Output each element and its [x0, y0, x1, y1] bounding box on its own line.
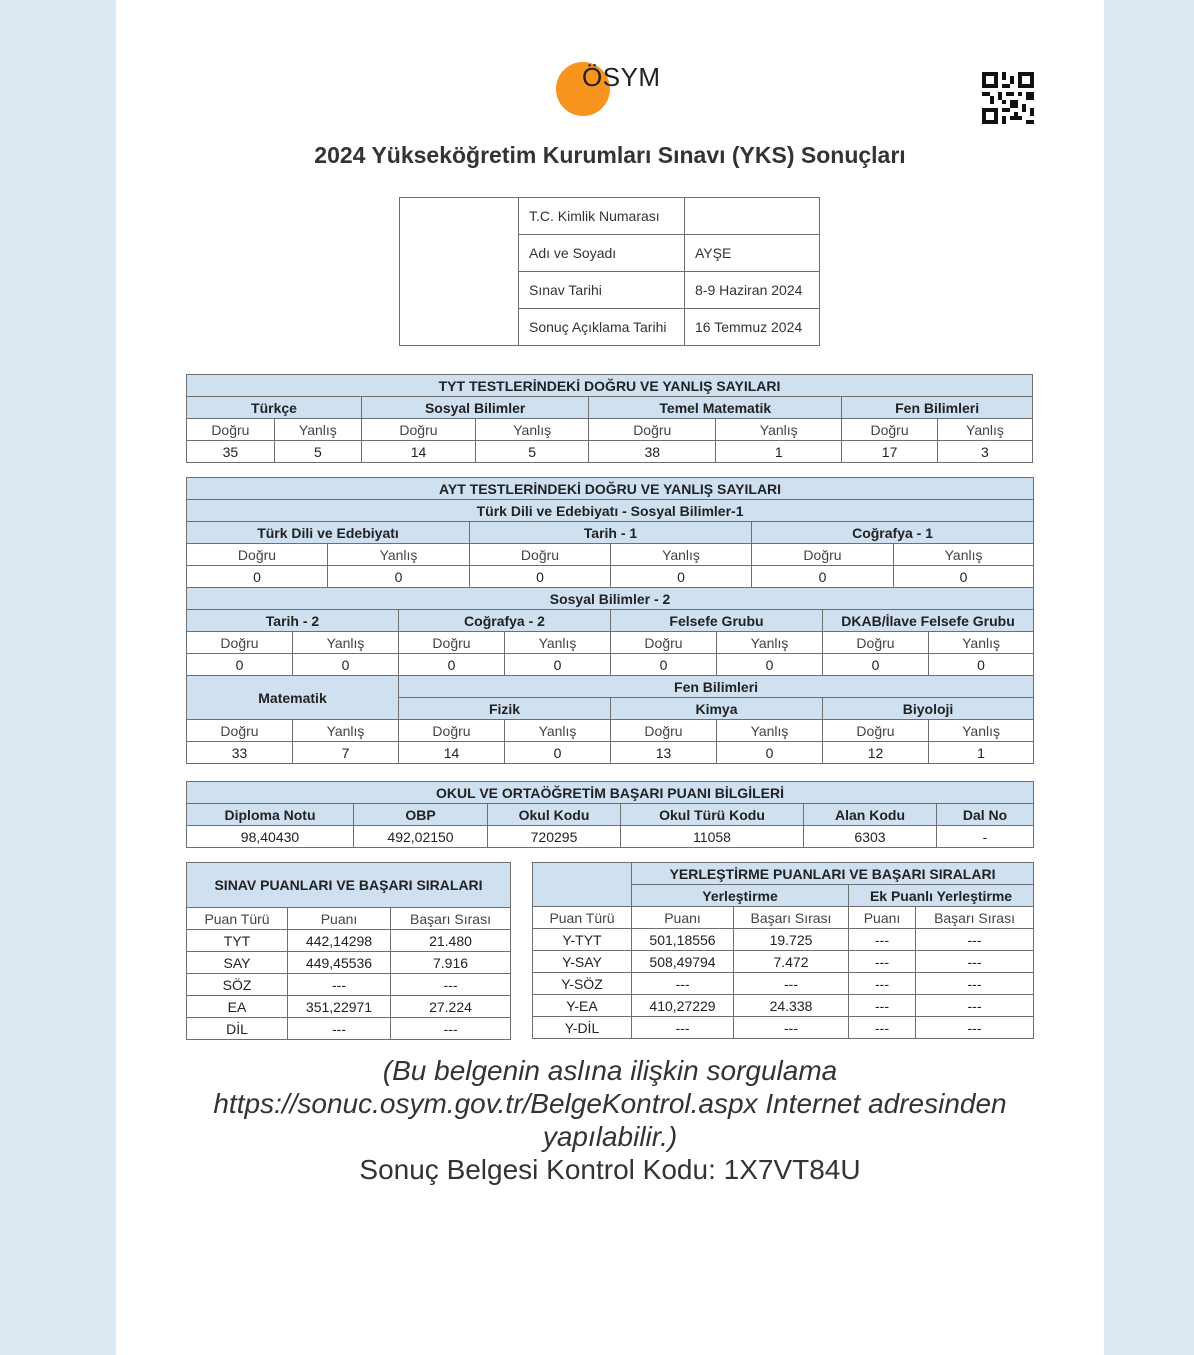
yerlestirme-table	[532, 862, 1034, 1039]
column-header: Puan Türü	[187, 908, 288, 930]
yanlis-label: Yanlış	[716, 419, 842, 441]
yanlis-value: 0	[505, 742, 611, 764]
dogru-value: 0	[187, 654, 293, 676]
dogru-label: Doğru	[752, 544, 894, 566]
dogru-value: 17	[842, 441, 938, 463]
sinav-table	[186, 862, 511, 1040]
puan-turu: SAY	[187, 952, 288, 974]
puan: 501,18556	[632, 929, 734, 951]
yanlis-value: 0	[717, 742, 823, 764]
dogru-value: 0	[752, 566, 894, 588]
table-row	[187, 974, 511, 996]
basari-sirasi: 21.480	[391, 930, 511, 952]
column-header: Puanı	[849, 907, 916, 929]
ek-basari-sirasi: ---	[916, 973, 1034, 995]
ayt-table	[186, 477, 1034, 764]
yanlis-label: Yanlış	[717, 632, 823, 654]
dogru-label: Doğru	[187, 544, 328, 566]
photo-area	[400, 198, 519, 346]
yanlis-label: Yanlış	[476, 419, 589, 441]
yanlis-value: 7	[293, 742, 399, 764]
empty-header	[533, 863, 632, 907]
ayt-section-header: Türk Dili ve Edebiyatı - Sosyal Bilimler-1	[187, 500, 1034, 522]
basari-sirasi: 7.916	[391, 952, 511, 974]
ek-puan: ---	[849, 995, 916, 1017]
okul-value: 492,02150	[354, 826, 488, 848]
ayt-section-header: Fen Bilimleri	[399, 676, 1034, 698]
subject-header: Matematik	[187, 676, 399, 720]
puan: 508,49794	[632, 951, 734, 973]
identity-label: T.C. Kimlik Numarası	[519, 198, 685, 235]
dogru-value: 14	[399, 742, 505, 764]
dogru-label: Doğru	[187, 632, 293, 654]
puan: ---	[632, 1017, 734, 1039]
yanlis-value: 0	[929, 654, 1034, 676]
yanlis-label: Yanlış	[717, 720, 823, 742]
dogru-value: 12	[823, 742, 929, 764]
osym-logo	[554, 58, 674, 120]
identity-label: Adı ve Soyadı	[519, 235, 685, 272]
basari-sirasi: 24.338	[734, 995, 849, 1017]
subject-header: Sosyal Bilimler	[361, 397, 588, 419]
yanlis-label: Yanlış	[505, 720, 611, 742]
puan: ---	[632, 973, 734, 995]
ek-basari-sirasi: ---	[916, 995, 1034, 1017]
subject-header: Türk Dili ve Edebiyatı	[187, 522, 470, 544]
dogru-value: 14	[361, 441, 475, 463]
subject-header: Coğrafya - 1	[752, 522, 1034, 544]
puan-turu: Y-EA	[533, 995, 632, 1017]
table-row	[187, 952, 511, 974]
puan-turu: TYT	[187, 930, 288, 952]
column-header: Puan Türü	[533, 907, 632, 929]
subject-header: Temel Matematik	[589, 397, 842, 419]
yanlis-value: 1	[929, 742, 1034, 764]
dogru-label: Doğru	[399, 632, 505, 654]
table-row	[187, 930, 511, 952]
identity-label: Sonuç Açıklama Tarihi	[519, 309, 685, 346]
subject-header: Felsefe Grubu	[611, 610, 823, 632]
yanlis-value: 0	[328, 566, 470, 588]
dogru-value: 33	[187, 742, 293, 764]
okul-header: Okul Kodu	[488, 804, 621, 826]
dogru-label: Doğru	[187, 720, 293, 742]
qr-code-icon	[982, 72, 1034, 124]
dogru-label: Doğru	[611, 632, 717, 654]
tyt-title: TYT TESTLERİNDEKİ DOĞRU VE YANLIŞ SAYILARI	[187, 375, 1033, 397]
subject-header: Tarih - 1	[470, 522, 752, 544]
basari-sirasi: ---	[391, 974, 511, 996]
puan-turu: Y-DİL	[533, 1017, 632, 1039]
okul-title: OKUL VE ORTAÖĞRETİM BAŞARI PUANI BİLGİLERİ	[187, 782, 1034, 804]
subject-header: Tarih - 2	[187, 610, 399, 632]
ek-puan: ---	[849, 973, 916, 995]
yanlis-value: 5	[476, 441, 589, 463]
puan: ---	[288, 1018, 391, 1040]
identity-value: 8-9 Haziran 2024	[685, 272, 820, 309]
identity-value: 16 Temmuz 2024	[685, 309, 820, 346]
puan: ---	[288, 974, 391, 996]
subject-header: Fen Bilimleri	[842, 397, 1033, 419]
okul-header: Okul Türü Kodu	[621, 804, 804, 826]
puan-turu: Y-SÖZ	[533, 973, 632, 995]
okul-table	[186, 781, 1034, 848]
yanlis-value: 0	[611, 566, 752, 588]
table-row	[187, 996, 511, 1018]
yanlis-value: 5	[274, 441, 361, 463]
subject-header: Kimya	[611, 698, 823, 720]
yanlis-value: 0	[894, 566, 1034, 588]
yanlis-label: Yanlış	[505, 632, 611, 654]
puan: 449,45536	[288, 952, 391, 974]
verification-note	[116, 1054, 1104, 1186]
ek-puan: ---	[849, 929, 916, 951]
ayt-title: AYT TESTLERİNDEKİ DOĞRU VE YANLIŞ SAYILARI	[187, 478, 1034, 500]
dogru-label: Doğru	[399, 720, 505, 742]
tyt-table	[186, 374, 1033, 463]
yanlis-value: 3	[937, 441, 1032, 463]
okul-header: Dal No	[937, 804, 1034, 826]
puan-turu: Y-SAY	[533, 951, 632, 973]
basari-sirasi: ---	[734, 973, 849, 995]
puan-turu: EA	[187, 996, 288, 1018]
basari-sirasi: 27.224	[391, 996, 511, 1018]
subject-header: Fizik	[399, 698, 611, 720]
table-row	[533, 973, 1034, 995]
okul-value: 98,40430	[187, 826, 354, 848]
ek-basari-sirasi: ---	[916, 929, 1034, 951]
okul-value: 6303	[804, 826, 937, 848]
table-row	[187, 1018, 511, 1040]
puan: 410,27229	[632, 995, 734, 1017]
dogru-label: Doğru	[361, 419, 475, 441]
basari-sirasi: ---	[734, 1017, 849, 1039]
group-header: Ek Puanlı Yerleştirme	[849, 885, 1034, 907]
yerlestirme-title: YERLEŞTİRME PUANLARI VE BAŞARI SIRALARI	[632, 863, 1034, 885]
identity-table	[399, 197, 820, 346]
dogru-label: Doğru	[842, 419, 938, 441]
okul-header: Diploma Notu	[187, 804, 354, 826]
page-title: 2024 Yükseköğretim Kurumları Sınavı (YKS) Sonuçları	[314, 142, 906, 168]
dogru-value: 0	[187, 566, 328, 588]
control-code: Sonuç Belgesi Kontrol Kodu: 1X7VT84U	[359, 1154, 861, 1185]
okul-header: Alan Kodu	[804, 804, 937, 826]
dogru-label: Doğru	[823, 720, 929, 742]
yanlis-value: 0	[293, 654, 399, 676]
yanlis-label: Yanlış	[929, 632, 1034, 654]
dogru-value: 38	[589, 441, 716, 463]
ayt-section-header: Sosyal Bilimler - 2	[187, 588, 1034, 610]
footer-line: yapılabilir.)	[542, 1121, 678, 1152]
dogru-value: 13	[611, 742, 717, 764]
dogru-label: Doğru	[589, 419, 716, 441]
table-row	[533, 929, 1034, 951]
okul-value: -	[937, 826, 1034, 848]
dogru-label: Doğru	[823, 632, 929, 654]
okul-value: 11058	[621, 826, 804, 848]
yanlis-label: Yanlış	[293, 632, 399, 654]
result-document	[116, 0, 1104, 1355]
logo-text: ÖSYM	[582, 62, 661, 92]
yanlis-label: Yanlış	[929, 720, 1034, 742]
yanlis-value: 0	[717, 654, 823, 676]
table-row	[533, 951, 1034, 973]
basari-sirasi: ---	[391, 1018, 511, 1040]
identity-label: Sınav Tarihi	[519, 272, 685, 309]
table-row	[533, 1017, 1034, 1039]
dogru-value: 0	[399, 654, 505, 676]
subject-header: Biyoloji	[823, 698, 1034, 720]
identity-value	[685, 198, 820, 235]
puan: 442,14298	[288, 930, 391, 952]
okul-value: 720295	[488, 826, 621, 848]
yanlis-value: 0	[505, 654, 611, 676]
table-row	[533, 995, 1034, 1017]
ek-puan: ---	[849, 1017, 916, 1039]
puan-turu: SÖZ	[187, 974, 288, 996]
ek-puan: ---	[849, 951, 916, 973]
dogru-value: 0	[611, 654, 717, 676]
subject-header: Coğrafya - 2	[399, 610, 611, 632]
ek-basari-sirasi: ---	[916, 951, 1034, 973]
footer-line: (Bu belgenin aslına ilişkin sorgulama	[382, 1055, 838, 1086]
yanlis-label: Yanlış	[293, 720, 399, 742]
identity-value: AYŞE	[685, 235, 820, 272]
okul-header: OBP	[354, 804, 488, 826]
footer-url: https://sonuc.osym.gov.tr/BelgeKontrol.aspx Internet adresinden	[213, 1088, 1007, 1119]
ek-basari-sirasi: ---	[916, 1017, 1034, 1039]
basari-sirasi: 7.472	[734, 951, 849, 973]
puan-turu: DİL	[187, 1018, 288, 1040]
yanlis-label: Yanlış	[937, 419, 1032, 441]
yanlis-label: Yanlış	[274, 419, 361, 441]
column-header: Puanı	[632, 907, 734, 929]
column-header: Puanı	[288, 908, 391, 930]
sinav-title: SINAV PUANLARI VE BAŞARI SIRALARI	[187, 863, 511, 908]
dogru-label: Doğru	[187, 419, 275, 441]
column-header: Başarı Sırası	[391, 908, 511, 930]
dogru-label: Doğru	[470, 544, 611, 566]
dogru-value: 0	[823, 654, 929, 676]
dogru-label: Doğru	[611, 720, 717, 742]
subject-header: DKAB/İlave Felsefe Grubu	[823, 610, 1034, 632]
yanlis-label: Yanlış	[611, 544, 752, 566]
yanlis-value: 1	[716, 441, 842, 463]
column-header: Başarı Sırası	[734, 907, 849, 929]
dogru-value: 0	[470, 566, 611, 588]
yanlis-label: Yanlış	[894, 544, 1034, 566]
subject-header: Türkçe	[187, 397, 362, 419]
puan-turu: Y-TYT	[533, 929, 632, 951]
column-header: Başarı Sırası	[916, 907, 1034, 929]
group-header: Yerleştirme	[632, 885, 849, 907]
puan: 351,22971	[288, 996, 391, 1018]
basari-sirasi: 19.725	[734, 929, 849, 951]
yanlis-label: Yanlış	[328, 544, 470, 566]
dogru-value: 35	[187, 441, 275, 463]
